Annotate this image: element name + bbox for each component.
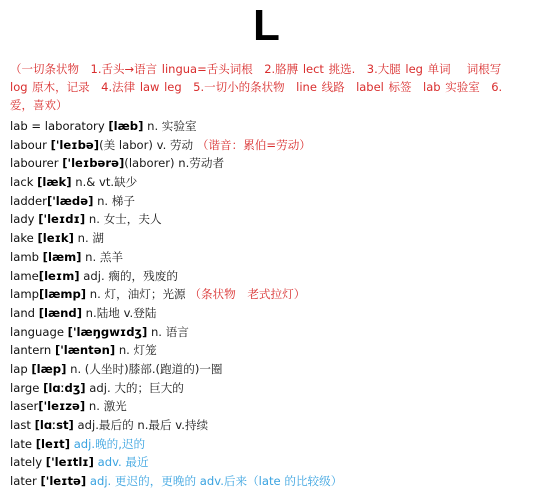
word-entry [10,267,526,286]
word-entry [10,304,526,323]
phonetic: [leɪm] [38,268,80,283]
section-letter: L [253,1,280,50]
phonetic: ['leɪdɪ] [38,212,86,227]
headword: lantern [10,343,55,358]
phonetic: [læp] [31,361,67,376]
word-entry [10,379,526,398]
definition: n. (人坐时)膝部.(跑道的)一圈 [66,361,223,376]
headword: late [10,436,36,451]
headword: lack [10,175,38,190]
definition: n. 湖 [73,231,104,246]
word-entry [10,285,526,304]
headword: lady [10,212,39,227]
definition: n. 实验室 [143,119,197,133]
phonetic: [lɑːdʒ] [43,380,86,395]
definition: adj. 瘸的，残废的 [79,268,178,283]
word-entry [10,472,526,491]
word-entry [10,229,526,248]
root-notes: （一切条状物 1.舌头→语言 lingua=舌头词根 2.胳膊 lect 挑选. 3.大腿 leg 单词 词根写 log 原木，记录 4.法律 law leg 5.一切小的条状物 line 线路 label 标签 lab 实验室 6.爱，喜欢） [10,62,503,112]
phonetic: [læk] [37,175,72,190]
definition: (美 labor) v. 劳动 [99,137,197,152]
word-entry [10,397,526,416]
headword: lap [10,361,32,376]
phonetic: ['leɪbə] [50,137,100,152]
definition: n. 灯笼 [115,343,157,358]
headword: language [10,324,68,339]
definition: n. 灯，油灯；光源 [86,287,190,302]
word-entry [10,360,526,379]
phonetic: ['læntən] [54,343,116,358]
phonetic: [lɑːst] [34,418,74,432]
phonetic: ['leɪbərə] [62,156,125,171]
headword: labourer [10,156,63,171]
headword: lamb [10,249,43,264]
headword: lake [10,231,38,246]
definition: n.& vt.缺少 [71,175,138,190]
mnemonic-note: （谐音：累伯=劳动） [196,137,311,152]
phonetic: ['leɪzə] [38,399,86,414]
headword: lately [10,455,46,470]
definition: n. 羔羊 [81,249,124,264]
phonetic: [læm] [42,249,82,264]
headword: ladder [10,193,47,208]
definition: n. 激光 [85,399,127,414]
headword: land [10,305,39,320]
headword: last [10,418,35,432]
definition: n. 梯子 [93,193,135,208]
word-entry [10,323,526,342]
phonetic: ['leɪtlɪ] [45,455,94,470]
headword: lame [10,268,39,283]
headword: large [10,380,44,395]
phonetic: ['lædə] [46,193,94,208]
word-list [10,117,526,491]
headword: labour [10,137,51,152]
phonetic: [leɪk] [37,231,74,246]
word-entry [10,192,526,211]
phonetic: ['leɪtə] [40,474,87,489]
definition: n. 语言 [147,324,189,339]
word-entry [10,173,526,192]
phonetic: [leɪt] [35,436,71,451]
colored-definition: adv. 最近 [97,455,149,470]
colored-definition: adj.晚的,迟的 [73,436,146,451]
phonetic: [læmp] [38,287,87,302]
definition: n.陆地 v.登陆 [82,305,157,320]
phonetic: [lænd] [38,305,82,320]
word-entry [10,154,526,173]
phonetic: [læb] [108,119,144,133]
mnemonic-note: （条状物 老式拉灯） [189,287,306,302]
headword: lamp [10,287,39,302]
headword: later [10,474,41,489]
headword: lab = laboratory [10,119,109,133]
word-entry [10,435,526,454]
word-entry [10,210,526,229]
definition: n. 女士，夫人 [85,212,162,227]
definition: adj.最后的 n.最后 v.持续 [73,418,209,432]
colored-definition: adj. 更迟的，更晚的 adv.后来（late 的比较级） [89,474,343,489]
word-entry [10,136,526,155]
word-entry [10,117,526,136]
definition: adj. 大的；巨大的 [85,380,184,395]
word-entry [10,248,526,267]
headword: laser [10,399,39,414]
phonetic: ['læŋgwɪdʒ] [67,324,148,339]
definition: (laborer) n.劳动者 [124,156,225,171]
word-entry [10,416,526,435]
word-entry [10,341,526,360]
word-entry [10,453,526,472]
